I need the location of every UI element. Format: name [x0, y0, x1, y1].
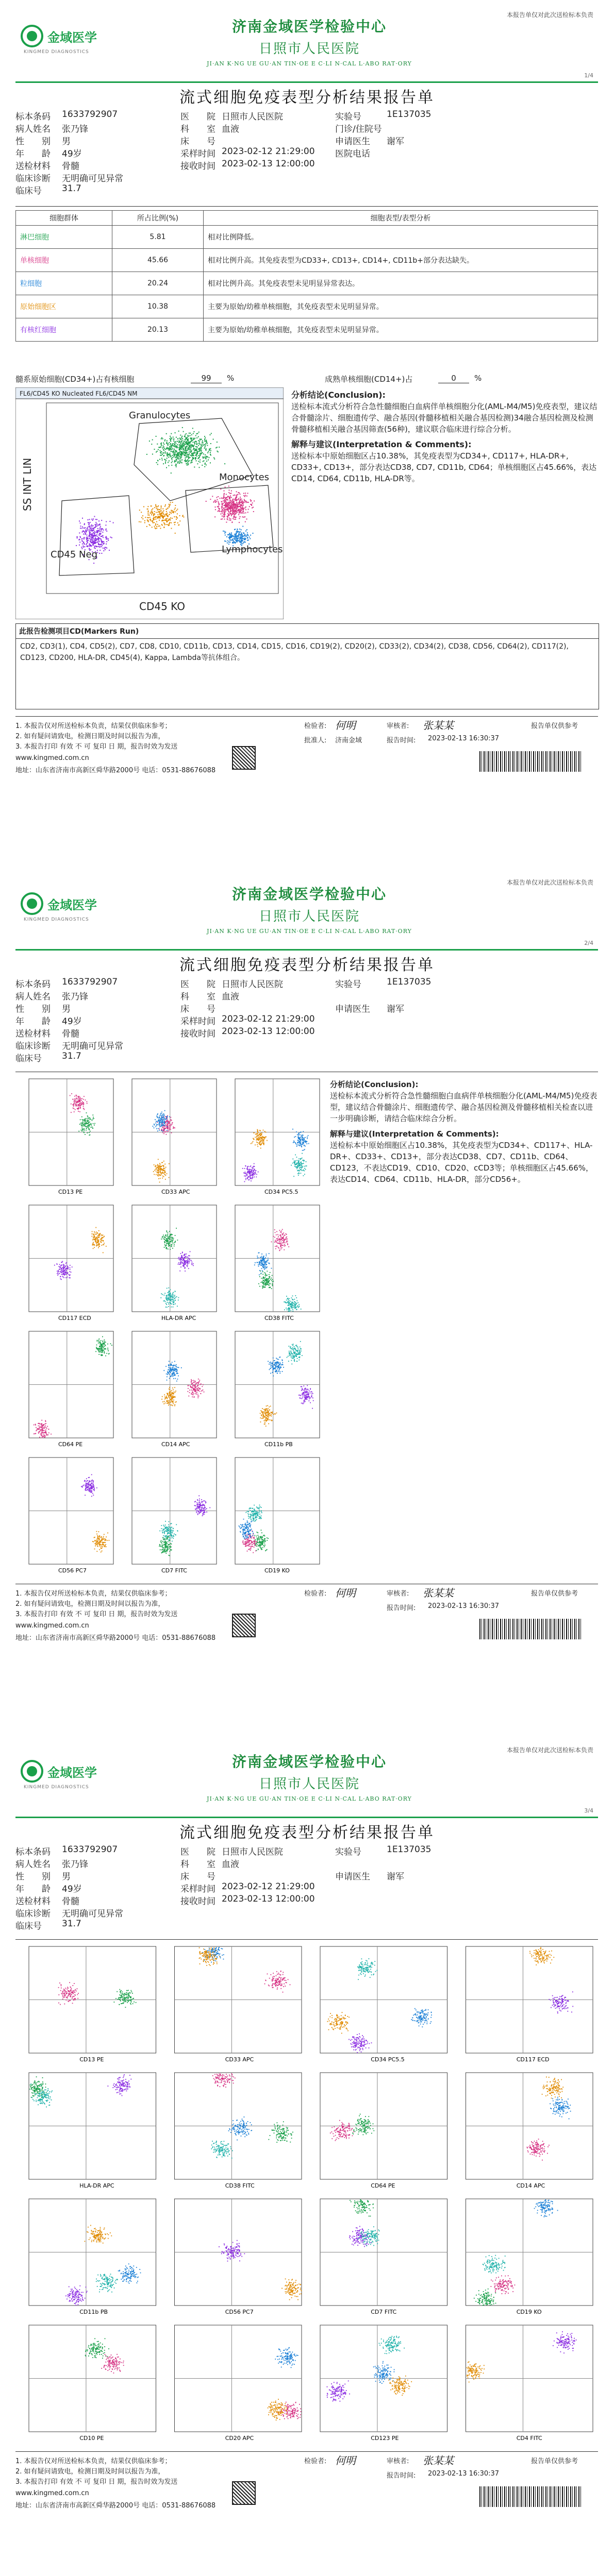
reviewer-label: 审核者:: [387, 2458, 409, 2465]
phone-label: 医院电话: [335, 149, 370, 159]
collect-label: 采样时间: [180, 1884, 215, 1894]
interp-text: 送检标本中原始细胞区占10.38%，其免疫表型为CD34+, CD117+, HLA-DR+, CD33+, CD13+，部分表达CD38, CD7, CD11b, CD64；单核细胞区占45.66%，表达CD14, CD64, CD11b, HLA-DR等。: [291, 451, 597, 483]
kingmed-logo: [21, 1756, 108, 1787]
scatter-panel: [235, 1331, 320, 1448]
summary-b-label: 髓系原始细胞(CD34+)占有核细胞: [15, 375, 135, 384]
lymphocytes-label: Lymphocytes: [222, 544, 283, 555]
sample-value: 骨髓: [62, 1029, 79, 1039]
barcode-icon: [479, 1619, 583, 1639]
conclusion-text: 送检标本流式分析符合急性髓细胞白血病伴单核细胞分化(AML-M4/M5)免疫表型，建议结合骨髓涂片、细胞遗传学、融合基因(骨髓移植相关融合基因检测)34融合基因检测及检测骨髓移植相关融合基因筛查(56种)，建议联合临床进行综合分析。: [291, 402, 598, 434]
labno-value: 1E137035: [387, 977, 432, 987]
summary-b-value: 99: [191, 374, 222, 383]
interp-text: 送检标本中原始细胞区占10.38%，其免疫表型为CD34+、CD117+、HLA-DR+、CD33+、CD13+，部分表达CD38、CD7、CD11b、CD64、CD123，不表达CD19、CD10、CD20、cCD3等；单核细胞区占45.66%，表达CD14、CD64、CD11b、HLA-DR，部分CD56+。: [330, 1141, 593, 1184]
scatter-panel: [175, 1946, 302, 2063]
scatter-panel: [29, 2073, 156, 2189]
table-header-row: [16, 211, 598, 226]
footer-right-note: 报告单仅供参考: [531, 1590, 578, 1598]
barcode-label: 标本条码: [15, 112, 51, 122]
footer-web: www.kingmed.com.cn: [15, 2489, 89, 2497]
interp-title: 解释与建议(Interpretation & Comments):: [330, 1129, 499, 1139]
scatter-panel: [466, 2325, 593, 2442]
scatter-panel: [132, 1205, 217, 1321]
scatter-panel: [235, 1079, 320, 1195]
plot-grid-b: [15, 1943, 598, 2450]
axis-label: CD11b PB: [79, 2309, 108, 2315]
scatter-panel: [235, 1205, 320, 1321]
pct-cell: 20.24: [112, 272, 204, 295]
col-desc: 细胞表型/表型分析: [204, 211, 598, 226]
sample-label: 送检材料: [15, 1896, 51, 1907]
sample-label: 送检材料: [15, 1029, 51, 1039]
tester-label: 检验者:: [304, 722, 327, 730]
report-title: 流式细胞免疫表型分析结果报告单: [179, 956, 435, 974]
age-value: 49岁: [62, 1016, 82, 1027]
axis-label: CD64 PE: [58, 1441, 83, 1448]
axis-label: CD13 PE: [79, 2056, 104, 2063]
info-divider: [15, 206, 598, 207]
desc-cell: 相对比例升高。其免疫表型为CD33+, CD13+, CD14+, CD11b+部分表达缺失。: [204, 249, 598, 272]
scatter-panel: [320, 2073, 447, 2189]
plot-title: FL6/CD45 KO Nucleated FL6/CD45 NM: [20, 390, 138, 397]
center-name: 济南金域医学检验中心: [231, 1753, 387, 1770]
center-english: JI·AN K·NG UE GU·AN TIN·OE E C·LI N·CAL L·ABO RAT·ORY: [207, 60, 412, 67]
cd45-ss-scatter-plot: [15, 387, 284, 619]
axis-label: CD34 PC5.5: [371, 2056, 405, 2063]
axis-label: CD33 APC: [161, 1189, 190, 1195]
hospno-value: 31.7: [62, 183, 81, 194]
footer-right-note: 报告单仅供参考: [531, 722, 578, 730]
footer-web: www.kingmed.com.cn: [15, 754, 89, 762]
axis-label: CD33 APC: [225, 2056, 254, 2063]
footer-note-3: 3. 本报告打印 有效 不 可 复印 日 期，报告时效为发送: [15, 743, 178, 751]
summary-pct: %: [227, 374, 235, 383]
qr-code-icon: [232, 2481, 256, 2505]
hospital-value: 日照市人民医院: [222, 112, 283, 122]
table-row: [16, 318, 598, 342]
center-english: JI·AN K·NG UE GU·AN TIN·OE E C·LI N·CAL L·ABO RAT·ORY: [207, 928, 412, 935]
receive-value: 2023-02-13 12:00:00: [222, 1026, 315, 1037]
hospital-label: 医 院: [180, 112, 215, 122]
axis-label: CD19 KO: [264, 1567, 290, 1574]
header-divider: [15, 81, 598, 83]
report-title: 流式细胞免疫表型分析结果报告单: [179, 1824, 435, 1842]
group-cell: 单核细胞: [16, 249, 112, 272]
barcode-value: 1633792907: [62, 109, 118, 120]
collect-value: 2023-02-12 21:29:00: [222, 1882, 315, 1892]
sample-value: 骨髓: [62, 1896, 79, 1907]
doctor-label: 申请医生: [335, 1004, 370, 1014]
report-page-2: [0, 868, 614, 1735]
summary-unit: %: [474, 374, 482, 383]
group-cell: 原始细胞区: [16, 295, 112, 318]
footer-note-1: 1. 本报告仅对所送检标本负责，结果仅供临床参考；: [15, 2458, 172, 2465]
axis-label: CD38 FITC: [225, 2182, 255, 2189]
axis-label: CD13 PE: [58, 1189, 83, 1195]
cell-population-table: [15, 210, 598, 342]
receive-value: 2023-02-13 12:00:00: [222, 159, 315, 169]
center-title: [155, 1751, 464, 1802]
desc-cell: 主要为原始/幼稚单核细胞，其免疫表型未见明显异常。: [204, 318, 598, 342]
barcode-label: 标本条码: [15, 1847, 51, 1857]
bed-label: 床 号: [180, 1004, 215, 1014]
scatter-panel: [235, 1458, 320, 1574]
logo-subtitle: KINGMED DIAGNOSTICS: [24, 1785, 89, 1790]
scatter-panel: [320, 2325, 447, 2442]
dept-value: 血液: [222, 124, 239, 134]
header-divider: [15, 1817, 598, 1818]
bed-label: 床 号: [180, 1872, 215, 1882]
logo-text: 金域医学: [47, 1765, 97, 1780]
diag-value: 无明确可见异常: [62, 1041, 123, 1052]
y-axis-label: SS INT LIN: [21, 457, 34, 511]
logo-icon: [21, 25, 43, 47]
age-value: 49岁: [62, 149, 82, 159]
axis-label: CD14 APC: [516, 2182, 545, 2189]
dept-value: 血液: [222, 992, 239, 1002]
age-label: 年 龄: [15, 1016, 51, 1027]
footer-note-1: 1. 本报告仅对所送检标本负责，结果仅供临床参考；: [15, 722, 172, 730]
footer-address: 地址：山东省济南市高新区舜华路2000号 电话：0531-88676088: [15, 1634, 216, 1642]
footer-note-2: 2. 如有疑问请致电，检测日期及时间以报告为准，: [15, 733, 165, 740]
center-title: [155, 15, 464, 67]
center-name: 济南金域医学检验中心: [231, 886, 387, 903]
pct-cell: 10.38: [112, 295, 204, 318]
sample-label: 送检材料: [15, 161, 51, 172]
tester-signature: 何明: [335, 2454, 356, 2467]
axis-label: CD7 FITC: [161, 1567, 187, 1574]
group-cell: 淋巴细胞: [16, 226, 112, 249]
diag-label: 临床诊断: [15, 1041, 51, 1052]
top-note: 本报告单仅对此次送检标本负责: [506, 879, 593, 886]
top-note: 本报告单仅对此次送检标本负责: [506, 1747, 593, 1754]
diag-value: 无明确可见异常: [62, 174, 123, 184]
kingmed-logo: [21, 888, 108, 919]
desc-cell: 相对比例降低。: [204, 226, 598, 249]
scatter-panel: [29, 1205, 113, 1321]
logo-icon: [21, 1760, 43, 1783]
footer-divider: [15, 716, 598, 717]
conclusion-block: [291, 389, 601, 484]
interp-title: 解释与建议(Interpretation & Comments):: [291, 439, 472, 449]
table-row: [16, 295, 598, 318]
page-number: 2/4: [584, 940, 593, 946]
logo-text: 金域医学: [47, 30, 97, 45]
table-row: [16, 226, 598, 249]
hospital-value: 日照市人民医院: [222, 979, 283, 990]
scatter-panel: [175, 2199, 302, 2315]
reviewer-label: 审核者:: [387, 722, 409, 730]
scatter-panel: [29, 2325, 156, 2442]
header-divider: [15, 949, 598, 951]
page-number: 3/4: [584, 1807, 593, 1814]
age-label: 年 龄: [15, 1884, 51, 1894]
markers-box: [15, 623, 599, 709]
page-header: [0, 868, 614, 935]
group-cell: 粒细胞: [16, 272, 112, 295]
hospital-name: 日照市人民医院: [258, 41, 360, 57]
bed-label: 床 号: [180, 137, 215, 147]
reviewer-label: 审核者:: [387, 1590, 409, 1598]
center-name: 济南金域医学检验中心: [231, 18, 387, 35]
receive-label: 接收时间: [180, 1896, 215, 1907]
markers-text: CD2, CD3(1), CD4, CD5(2), CD7, CD8, CD10, CD11b, CD13, CD14, CD15, CD16, CD19(2), CD20(2), CD33(2), CD34(2), CD38, CD56, CD64(2), CD117(2), CD123, CD200, HLA-DR, CD45(4), Kappa, Lambda等抗体组合。: [20, 642, 569, 662]
footer-address: 地址：山东省济南市高新区舜华路2000号 电话：0531-88676088: [15, 2502, 216, 2510]
page-header: [0, 0, 614, 67]
sex-label: 性 别: [15, 137, 51, 147]
axis-label: CD20 APC: [225, 2435, 254, 2442]
hospno-value: 31.7: [62, 1051, 81, 1061]
scatter-panel: [466, 2073, 593, 2189]
axis-label: CD56 PC7: [58, 1567, 87, 1574]
logo-subtitle: KINGMED DIAGNOSTICS: [24, 917, 89, 922]
hospital-value: 日照市人民医院: [222, 1847, 283, 1857]
labno-value: 1E137035: [387, 1844, 432, 1855]
doctor-label: 申请医生: [335, 1872, 370, 1882]
center-english: JI·AN K·NG UE GU·AN TIN·OE E C·LI N·CAL L·ABO RAT·ORY: [207, 1795, 412, 1802]
sex-value: 男: [62, 1872, 71, 1882]
pct-cell: 20.13: [112, 318, 204, 342]
logo-icon: [21, 892, 43, 915]
scatter-panel: [132, 1458, 217, 1574]
footer-note-3: 3. 本报告打印 有效 不 可 复印 日 期，报告时效为发送: [15, 2478, 178, 2486]
reviewer-signature: 张某某: [423, 1587, 454, 1599]
scatter-panel: [29, 1458, 113, 1574]
tester-signature: 何明: [335, 1587, 356, 1599]
dept-label: 科 室: [180, 1859, 215, 1870]
diag-value: 无明确可见异常: [62, 1909, 123, 1919]
cd45neg-label: CD45 Neg: [51, 549, 98, 560]
hospno-label: 临床号: [15, 1054, 42, 1064]
x-axis-label: CD45 KO: [139, 600, 185, 613]
collect-value: 2023-02-12 21:29:00: [222, 1014, 315, 1024]
report-title: 流式细胞免疫表型分析结果报告单: [179, 89, 435, 107]
dept-value: 血液: [222, 1859, 239, 1870]
group-cell: 有核红细胞: [16, 318, 112, 342]
menzhen-label: 门诊/住院号: [335, 124, 382, 134]
doctor-value: 谢军: [387, 1872, 404, 1882]
axis-label: CD4 FITC: [516, 2435, 542, 2442]
footer-right-note: 报告单仅供参考: [531, 2458, 578, 2465]
desc-cell: 相对比例升高。其免疫表型未见明显异常表达。: [204, 272, 598, 295]
scatter-panel: [175, 2073, 302, 2189]
markers-title: 此报告检测项目CD(Markers Run): [16, 624, 599, 639]
tester-signature: 何明: [335, 719, 356, 732]
pct-cell: 5.81: [112, 226, 204, 249]
scatter-panel: [29, 1331, 113, 1448]
kingmed-logo: [21, 21, 108, 52]
report-page-3: [0, 1735, 614, 2576]
hospno-value: 31.7: [62, 1919, 81, 1929]
labno-label: 实验号: [335, 1847, 361, 1857]
monocytes-label: Monocytes: [219, 472, 270, 483]
tester-label: 检验者:: [304, 1590, 327, 1598]
scatter-panel: [466, 2199, 593, 2315]
info-divider: [15, 1939, 598, 1940]
hospno-label: 临床号: [15, 186, 42, 196]
name-label: 病人姓名: [15, 992, 51, 1002]
axis-label: HLA-DR APC: [161, 1315, 196, 1321]
labno-value: 1E137035: [387, 109, 432, 120]
scatter-panel: [132, 1331, 217, 1448]
hospital-name: 日照市人民医院: [258, 909, 360, 924]
sex-label: 性 别: [15, 1004, 51, 1014]
scatter-panel: [320, 1946, 447, 2063]
top-note: 本报告单仅对此次送检标本负责: [506, 11, 593, 19]
hospital-label: 医 院: [180, 1847, 215, 1857]
name-value: 张乃锋: [62, 124, 88, 134]
scatter-panel: [175, 2325, 302, 2442]
footer-address: 地址：山东省济南市高新区舜华路2000号 电话：0531-88676088: [15, 767, 216, 774]
footer-note-1: 1. 本报告仅对所送检标本负责，结果仅供临床参考；: [15, 1590, 172, 1598]
axis-label: CD56 PC7: [225, 2309, 254, 2315]
footer-note-2: 2. 如有疑问请致电，检测日期及时间以报告为准，: [15, 2468, 165, 2476]
collect-value: 2023-02-12 21:29:00: [222, 146, 315, 157]
axis-label: CD117 ECD: [516, 2056, 550, 2063]
barcode-icon: [479, 2486, 583, 2507]
conclusion-text: 送检标本流式分析符合急性髓细胞白血病伴单核细胞分化(AML-M4/M5)免疫表型，建议结合骨髓涂片、细胞遗传学、融合基因检测及骨髓移植相关检查以进一步明确诊断，请结合临床综合分析。: [330, 1091, 598, 1123]
sex-value: 男: [62, 1004, 71, 1014]
scatter-panel: [29, 1079, 113, 1195]
receive-label: 接收时间: [180, 1029, 215, 1039]
name-label: 病人姓名: [15, 1859, 51, 1870]
time-label: 报告时间:: [387, 2472, 416, 2480]
tester-label: 检验者:: [304, 2458, 327, 2465]
axis-label: CD64 PE: [371, 2182, 395, 2189]
footer-note-3: 3. 本报告打印 有效 不 可 复印 日 期，报告时效为发送: [15, 1611, 178, 1618]
axis-label: CD10 PE: [79, 2435, 104, 2442]
hospital-name: 日照市人民医院: [258, 1776, 360, 1792]
barcode-value: 1633792907: [62, 1844, 118, 1855]
sample-value: 骨髓: [62, 161, 79, 172]
diag-label: 临床诊断: [15, 174, 51, 184]
logo-text: 金域医学: [47, 897, 97, 912]
age-value: 49岁: [62, 1884, 82, 1894]
hospital-label: 医 院: [180, 979, 215, 990]
receive-value: 2023-02-13 12:00:00: [222, 1894, 315, 1904]
age-label: 年 龄: [15, 149, 51, 159]
page-number: 1/4: [584, 72, 593, 79]
barcode-icon: [479, 751, 583, 772]
pct-cell: 45.66: [112, 249, 204, 272]
footer-web: www.kingmed.com.cn: [15, 1622, 89, 1630]
table-row: [16, 272, 598, 295]
scatter-panel: [132, 1079, 217, 1195]
scatter-panel: [29, 2199, 156, 2315]
dept-label: 科 室: [180, 992, 215, 1002]
footer-note-2: 2. 如有疑问请致电，检测日期及时间以报告为准，: [15, 1600, 165, 1608]
page-header: [0, 1735, 614, 1802]
name-value: 张乃锋: [62, 992, 88, 1002]
reviewer-signature: 张某某: [423, 719, 454, 732]
summary-t-value: 0: [438, 374, 469, 383]
axis-label: CD14 APC: [161, 1441, 190, 1448]
doctor-label: 申请医生: [335, 137, 370, 147]
qr-code-icon: [232, 1614, 256, 1637]
axis-label: CD38 FITC: [264, 1315, 294, 1321]
time-value: 2023-02-13 16:30:37: [428, 735, 500, 742]
axis-label: CD34 PC5.5: [264, 1189, 298, 1195]
table-row: [16, 249, 598, 272]
doctor-value: 谢军: [387, 137, 404, 147]
sex-label: 性 别: [15, 1872, 51, 1882]
center-title: [155, 883, 464, 935]
dept-label: 科 室: [180, 124, 215, 134]
scatter-panel: [29, 1946, 156, 2063]
barcode-value: 1633792907: [62, 977, 118, 987]
summary-t-label: 成熟单核细胞(CD14+)占: [325, 375, 413, 384]
col-pct: 所占比例(%): [112, 211, 204, 226]
conclusion-title: 分析结论(Conclusion):: [291, 390, 386, 400]
reviewer-signature: 张某某: [423, 2454, 454, 2467]
diag-label: 临床诊断: [15, 1909, 51, 1919]
qr-code-icon: [232, 746, 256, 770]
report-page-1: [0, 0, 614, 868]
granulocytes-label: Granulocytes: [129, 410, 191, 421]
scatter-panel: [320, 2199, 447, 2315]
time-label: 报告时间:: [387, 1604, 416, 1612]
time-value: 2023-02-13 16:30:37: [428, 2470, 500, 2478]
collect-label: 采样时间: [180, 1016, 215, 1027]
col-group: 细胞群体: [16, 211, 112, 226]
name-value: 张乃锋: [62, 1859, 88, 1870]
time-label: 报告时间:: [387, 737, 416, 744]
labno-label: 实验号: [335, 979, 361, 990]
labno-label: 实验号: [335, 112, 361, 122]
time-value: 2023-02-13 16:30:37: [428, 1602, 500, 1610]
logo-subtitle: KINGMED DIAGNOSTICS: [24, 49, 89, 55]
conclusion-title: 分析结论(Conclusion):: [330, 1080, 419, 1089]
axis-label: HLA-DR APC: [79, 2182, 114, 2189]
axis-label: CD11b PB: [264, 1441, 293, 1448]
collect-label: 采样时间: [180, 149, 215, 159]
conclusion-block: [330, 1079, 598, 1185]
hospno-label: 临床号: [15, 1921, 42, 1931]
axis-label: CD19 KO: [516, 2309, 542, 2315]
axis-label: CD7 FITC: [371, 2309, 397, 2315]
axis-label: CD117 ECD: [58, 1315, 91, 1321]
footer-divider: [15, 2451, 598, 2452]
name-label: 病人姓名: [15, 124, 51, 134]
desc-cell: 主要为原始/幼稚单核细胞，其免疫表型未见明显异常。: [204, 295, 598, 318]
receive-label: 接收时间: [180, 161, 215, 172]
axis-label: CD123 PE: [371, 2435, 399, 2442]
approver-value: 济南金域: [335, 737, 362, 744]
barcode-label: 标本条码: [15, 979, 51, 990]
doctor-value: 谢军: [387, 1004, 404, 1014]
sex-value: 男: [62, 137, 71, 147]
scatter-panel: [466, 1946, 593, 2063]
approver-label: 批准人:: [304, 737, 327, 744]
